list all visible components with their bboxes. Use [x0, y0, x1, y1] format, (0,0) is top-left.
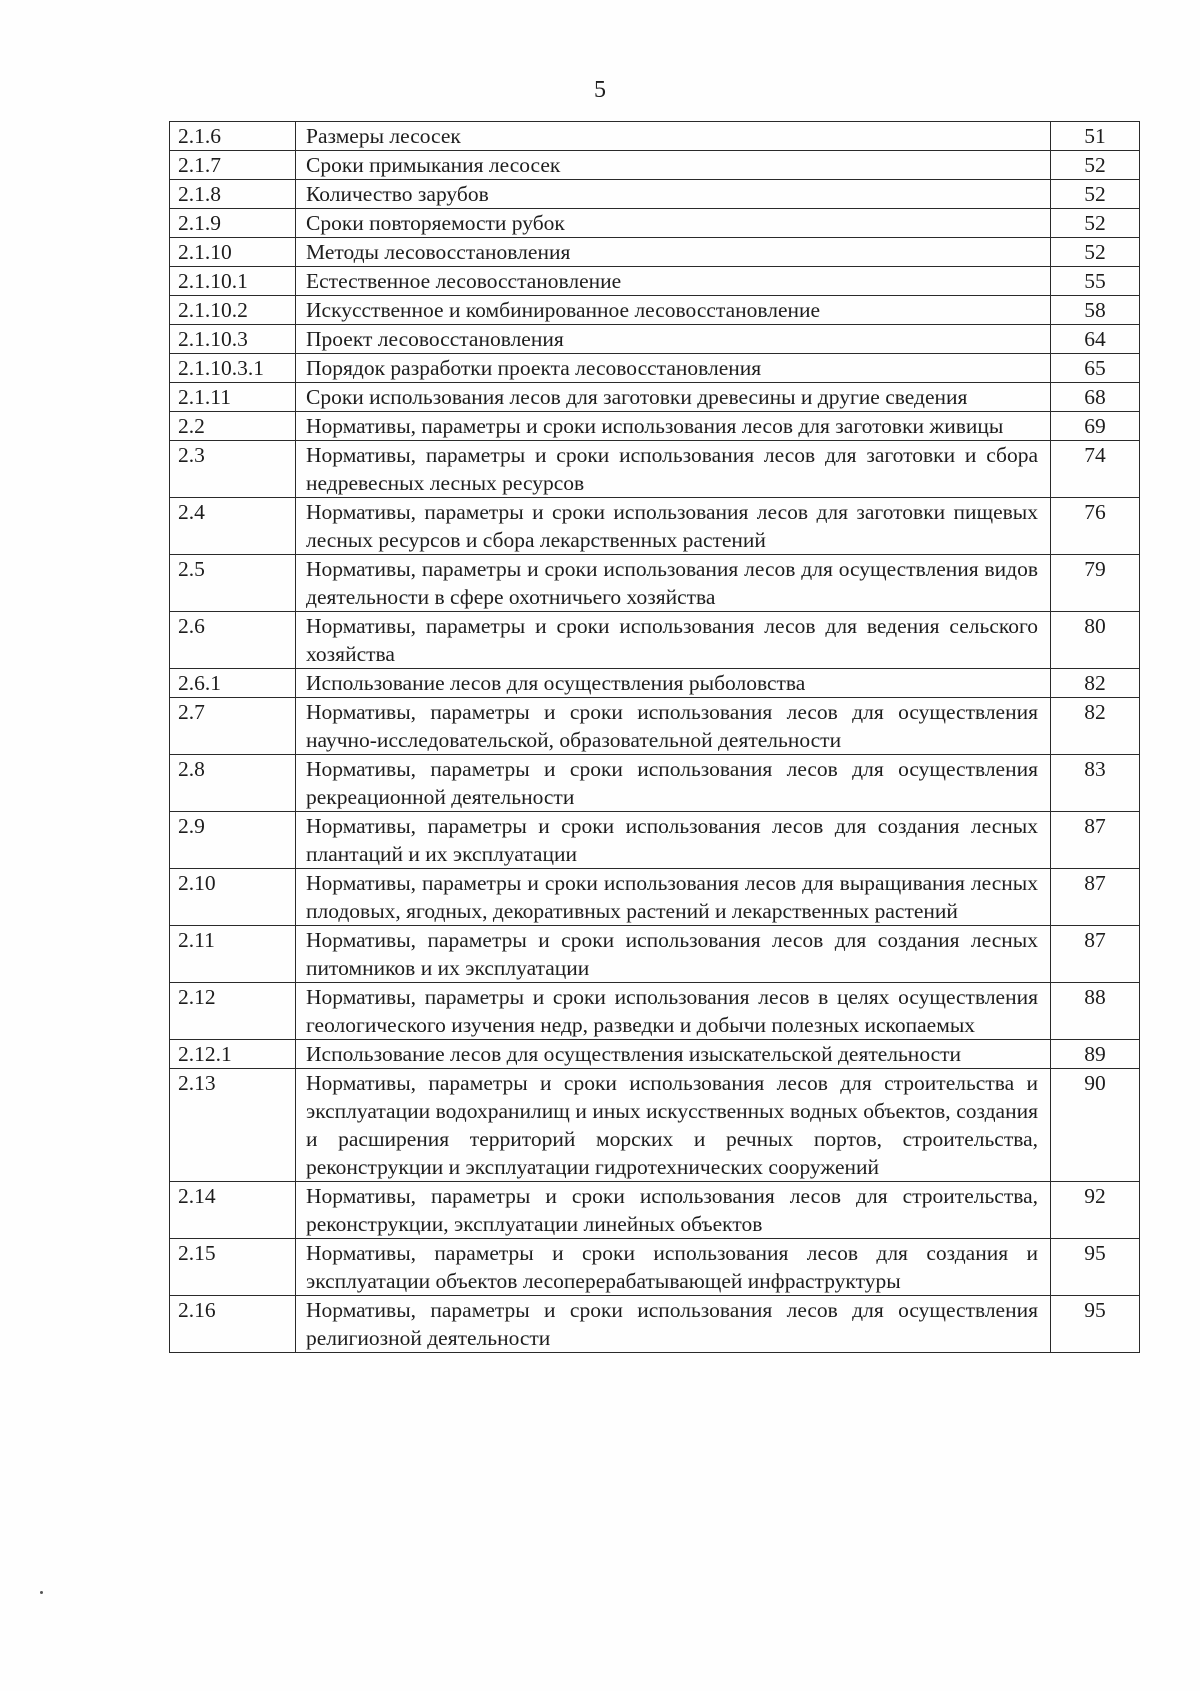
section-page-number: 58 [1051, 296, 1140, 325]
scan-speck [40, 1591, 43, 1594]
section-page-number: 52 [1051, 180, 1140, 209]
section-number: 2.8 [170, 755, 296, 812]
section-page-number: 83 [1051, 755, 1140, 812]
toc-row [170, 1296, 1140, 1353]
section-number: 2.12 [170, 983, 296, 1040]
section-title: Сроки использования лесов для заготовки древесины и другие сведения [296, 383, 1051, 412]
section-page-number: 79 [1051, 555, 1140, 612]
section-page-number: 52 [1051, 238, 1140, 267]
toc-row [170, 812, 1140, 869]
section-number: 2.10 [170, 869, 296, 926]
section-page-number: 82 [1051, 669, 1140, 698]
section-number: 2.1.8 [170, 180, 296, 209]
toc-row [170, 698, 1140, 755]
section-page-number: 82 [1051, 698, 1140, 755]
toc-row [170, 412, 1140, 441]
section-title: Использование лесов для осуществления изыскательской деятельности [296, 1040, 1051, 1069]
section-title: Порядок разработки проекта лесовосстановления [296, 354, 1051, 383]
toc-row [170, 612, 1140, 669]
section-page-number: 95 [1051, 1296, 1140, 1353]
section-page-number: 90 [1051, 1069, 1140, 1182]
toc-row [170, 869, 1140, 926]
section-title: Проект лесовосстановления [296, 325, 1051, 354]
section-number: 2.1.10.3.1 [170, 354, 296, 383]
toc-row [170, 383, 1140, 412]
section-page-number: 65 [1051, 354, 1140, 383]
section-title: Нормативы, параметры и сроки использования лесов для заготовки пищевых лесных ресурсов и сбора лекарственных растений [296, 498, 1051, 555]
section-page-number: 51 [1051, 122, 1140, 151]
toc-row [170, 983, 1140, 1040]
section-number: 2.11 [170, 926, 296, 983]
section-number: 2.1.10 [170, 238, 296, 267]
section-page-number: 52 [1051, 209, 1140, 238]
section-title: Нормативы, параметры и сроки использования лесов для строительства, реконструкции, эксплуатации линейных объектов [296, 1182, 1051, 1239]
section-number: 2.6 [170, 612, 296, 669]
page-number: 5 [594, 77, 606, 103]
section-title: Сроки повторяемости рубок [296, 209, 1051, 238]
section-title: Использование лесов для осуществления рыболовства [296, 669, 1051, 698]
toc-row [170, 354, 1140, 383]
section-page-number: 95 [1051, 1239, 1140, 1296]
section-number: 2.12.1 [170, 1040, 296, 1069]
section-number: 2.1.10.3 [170, 325, 296, 354]
section-page-number: 87 [1051, 869, 1140, 926]
toc-row [170, 325, 1140, 354]
toc-row [170, 1182, 1140, 1239]
section-title: Нормативы, параметры и сроки использования лесов для выращивания лесных плодовых, ягодных, декоративных растений и лекарственных растений [296, 869, 1051, 926]
section-number: 2.1.10.1 [170, 267, 296, 296]
section-title: Нормативы, параметры и сроки использования лесов в целях осуществления геологического изучения недр, разведки и добычи полезных ископаемых [296, 983, 1051, 1040]
section-page-number: 52 [1051, 151, 1140, 180]
toc-row [170, 180, 1140, 209]
section-page-number: 55 [1051, 267, 1140, 296]
section-page-number: 87 [1051, 926, 1140, 983]
section-title: Нормативы, параметры и сроки использования лесов для осуществления религиозной деятельности [296, 1296, 1051, 1353]
section-page-number: 92 [1051, 1182, 1140, 1239]
toc-row [170, 441, 1140, 498]
toc-row [170, 1069, 1140, 1182]
section-number: 2.4 [170, 498, 296, 555]
section-number: 2.1.11 [170, 383, 296, 412]
section-number: 2.16 [170, 1296, 296, 1353]
toc-row [170, 1239, 1140, 1296]
section-number: 2.9 [170, 812, 296, 869]
toc-row [170, 926, 1140, 983]
section-title: Нормативы, параметры и сроки использования лесов для осуществления научно-исследовательской, образовательной деятельности [296, 698, 1051, 755]
section-number: 2.1.6 [170, 122, 296, 151]
section-title: Нормативы, параметры и сроки использования лесов для осуществления видов деятельности в сфере охотничьего хозяйства [296, 555, 1051, 612]
section-title: Нормативы, параметры и сроки использования лесов для строительства и эксплуатации водохранилищ и иных искусственных водных объектов, создания и расширения территорий морских и речных портов, строительства, реконструкции и эксплуатации гидротехнических сооружений [296, 1069, 1051, 1182]
toc-row [170, 1040, 1140, 1069]
toc-row [170, 498, 1140, 555]
section-title: Сроки примыкания лесосек [296, 151, 1051, 180]
toc-row [170, 755, 1140, 812]
section-number: 2.13 [170, 1069, 296, 1182]
section-page-number: 76 [1051, 498, 1140, 555]
section-title: Нормативы, параметры и сроки использования лесов для создания и эксплуатации объектов лесоперерабатывающей инфраструктуры [296, 1239, 1051, 1296]
section-title: Нормативы, параметры и сроки использования лесов для создания лесных плантаций и их эксплуатации [296, 812, 1051, 869]
toc-row [170, 669, 1140, 698]
section-page-number: 69 [1051, 412, 1140, 441]
section-number: 2.6.1 [170, 669, 296, 698]
toc-row [170, 209, 1140, 238]
section-page-number: 64 [1051, 325, 1140, 354]
section-page-number: 89 [1051, 1040, 1140, 1069]
section-title: Нормативы, параметры и сроки использования лесов для ведения сельского хозяйства [296, 612, 1051, 669]
section-number: 2.3 [170, 441, 296, 498]
section-title: Искусственное и комбинированное лесовосстановление [296, 296, 1051, 325]
section-page-number: 88 [1051, 983, 1140, 1040]
section-title: Нормативы, параметры и сроки использования лесов для осуществления рекреационной деятельности [296, 755, 1051, 812]
section-page-number: 87 [1051, 812, 1140, 869]
section-title: Нормативы, параметры и сроки использования лесов для создания лесных питомников и их эксплуатации [296, 926, 1051, 983]
table-of-contents [169, 121, 1140, 1353]
section-title: Нормативы, параметры и сроки использования лесов для заготовки живицы [296, 412, 1051, 441]
toc-row [170, 296, 1140, 325]
section-number: 2.14 [170, 1182, 296, 1239]
section-number: 2.7 [170, 698, 296, 755]
section-number: 2.1.10.2 [170, 296, 296, 325]
section-number: 2.1.9 [170, 209, 296, 238]
section-number: 2.1.7 [170, 151, 296, 180]
toc-row [170, 122, 1140, 151]
section-title: Размеры лесосек [296, 122, 1051, 151]
section-page-number: 68 [1051, 383, 1140, 412]
section-page-number: 80 [1051, 612, 1140, 669]
toc-row [170, 151, 1140, 180]
toc-row [170, 238, 1140, 267]
section-title: Количество зарубов [296, 180, 1051, 209]
section-title: Естественное лесовосстановление [296, 267, 1051, 296]
toc-row [170, 267, 1140, 296]
section-title: Нормативы, параметры и сроки использования лесов для заготовки и сбора недревесных лесных ресурсов [296, 441, 1051, 498]
section-page-number: 74 [1051, 441, 1140, 498]
section-number: 2.15 [170, 1239, 296, 1296]
toc-body [170, 122, 1140, 1353]
section-title: Методы лесовосстановления [296, 238, 1051, 267]
section-number: 2.2 [170, 412, 296, 441]
toc-row [170, 555, 1140, 612]
section-number: 2.5 [170, 555, 296, 612]
